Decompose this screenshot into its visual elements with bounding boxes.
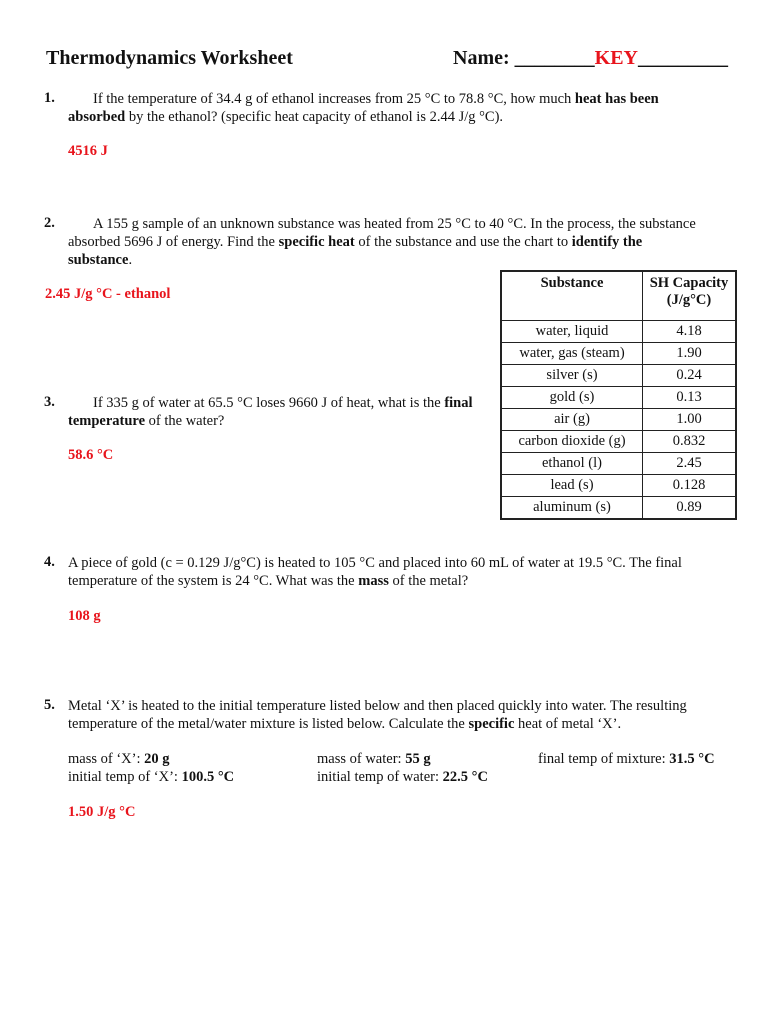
name-prefix: Name: ________ <box>453 47 595 69</box>
worksheet-title: Thermodynamics Worksheet <box>46 47 293 69</box>
q5-init-w-label: initial temp of water: <box>317 769 443 785</box>
table-cell-substance: air (g) <box>501 409 643 431</box>
table-header-row <box>501 271 736 321</box>
q2-bold-c: substance <box>68 252 129 268</box>
q1-text-a: If the temperature of 34.4 g of ethanol increases from 25 °C to 78.8 °C, how much <box>93 91 575 107</box>
name-field <box>453 47 728 70</box>
q1-text <box>68 90 728 126</box>
table-row <box>501 431 736 453</box>
q1-answer: 4516 J <box>68 143 108 159</box>
specific-heat-table <box>500 270 737 520</box>
table-cell-capacity: 0.128 <box>643 475 737 497</box>
table-cell-substance: ethanol (l) <box>501 453 643 475</box>
q5-metal-data <box>68 750 234 786</box>
q5-init-x-value: 100.5 °C <box>181 769 235 785</box>
q5-answer: 1.50 J/g °C <box>68 804 136 820</box>
table-cell-capacity: 0.13 <box>643 387 737 409</box>
q4-text-b: temperature of the system is 24 °C. What was the <box>68 573 359 589</box>
table-cell-substance: carbon dioxide (g) <box>501 431 643 453</box>
q2-answer: 2.45 J/g °C - ethanol <box>45 286 171 302</box>
name-suffix: _________ <box>637 47 728 69</box>
q4-answer: 108 g <box>68 608 101 624</box>
q5-final <box>538 750 715 768</box>
q2-bold-b: identify the <box>571 234 643 250</box>
q5-init-x <box>68 768 234 786</box>
table-cell-capacity: 4.18 <box>643 321 737 343</box>
q5-mass-x-label: mass of ‘X’: <box>68 751 145 767</box>
q2-text <box>68 215 738 269</box>
q5-text-a: Metal ‘X’ is heated to the initial temperature listed below and then placed quickly into water. The resulting <box>68 698 687 714</box>
q3-text-a: If 335 g of water at 65.5 °C loses 9660 J of heat, what is the <box>93 395 445 411</box>
q3-bold-a: final <box>444 395 473 411</box>
q3-text <box>68 394 498 430</box>
q5-mass-x <box>68 750 234 768</box>
table-cell-capacity: 0.89 <box>643 497 737 520</box>
q5-bold-a: specific <box>468 716 515 732</box>
table-row <box>501 365 736 387</box>
table-header-capacity-line2: (J/g°C) <box>666 292 712 308</box>
q2-text-d: . <box>128 252 133 268</box>
table-cell-capacity: 1.90 <box>643 343 737 365</box>
table-cell-substance: lead (s) <box>501 475 643 497</box>
q4-number: 4. <box>44 554 55 570</box>
q1-number: 1. <box>44 90 55 106</box>
table-row <box>501 453 736 475</box>
q5-init-x-label: initial temp of ‘X’: <box>68 769 182 785</box>
q4-text <box>68 554 738 590</box>
table-header-capacity-line1: SH Capacity <box>649 275 729 291</box>
q3-text-b: of the water? <box>145 413 225 429</box>
table-row <box>501 343 736 365</box>
q5-number: 5. <box>44 697 55 713</box>
table-cell-capacity: 1.00 <box>643 409 737 431</box>
q5-final-value: 31.5 °C <box>669 751 715 767</box>
q5-text-c: heat of metal ‘X’. <box>514 716 622 732</box>
answer-key-label: KEY <box>594 47 638 69</box>
q4-text-c: of the metal? <box>388 573 469 589</box>
q1-text-b: by the ethanol? (specific heat capacity of ethanol is 2.44 J/g °C). <box>125 109 504 125</box>
q2-text-b: absorbed 5696 J of energy. Find the <box>68 234 279 250</box>
table-row <box>501 387 736 409</box>
q5-final-data <box>538 750 715 768</box>
table-row <box>501 497 736 520</box>
q5-mass-w-value: 55 g <box>405 751 431 767</box>
table-cell-substance: gold (s) <box>501 387 643 409</box>
q5-text-b: temperature of the metal/water mixture is listed below. Calculate the <box>68 716 469 732</box>
q5-final-label: final temp of mixture: <box>538 751 670 767</box>
table-row <box>501 409 736 431</box>
q1-bold-a: heat has been <box>574 91 659 107</box>
table-cell-capacity: 2.45 <box>643 453 737 475</box>
q5-mass-x-value: 20 g <box>144 751 170 767</box>
table-cell-substance: water, gas (steam) <box>501 343 643 365</box>
q4-text-a: A piece of gold (c = 0.129 J/g°C) is heated to 105 °C and placed into 60 mL of water at 19.5 °C. The final <box>68 555 682 571</box>
table-cell-capacity: 0.24 <box>643 365 737 387</box>
q2-number: 2. <box>44 215 55 231</box>
q1-bold-b: absorbed <box>68 109 126 125</box>
table-cell-substance: silver (s) <box>501 365 643 387</box>
table-header-substance: Substance <box>501 271 643 321</box>
q2-text-a: A 155 g sample of an unknown substance was heated from 25 °C to 40 °C. In the process, the substance <box>93 216 696 232</box>
q5-water-data <box>317 750 488 786</box>
table-cell-capacity: 0.832 <box>643 431 737 453</box>
q3-answer: 58.6 °C <box>68 447 114 463</box>
q5-mass-w <box>317 750 488 768</box>
q4-bold-a: mass <box>358 573 389 589</box>
table-header-capacity <box>643 271 737 321</box>
table-cell-substance: aluminum (s) <box>501 497 643 520</box>
q5-mass-w-label: mass of water: <box>317 751 406 767</box>
q5-init-w <box>317 768 488 786</box>
q5-init-w-value: 22.5 °C <box>442 769 488 785</box>
q3-bold-b: temperature <box>68 413 146 429</box>
q3-number: 3. <box>44 394 55 410</box>
table-row <box>501 475 736 497</box>
table-cell-substance: water, liquid <box>501 321 643 343</box>
q5-text <box>68 697 738 733</box>
q2-bold-a: specific heat <box>278 234 355 250</box>
table-row <box>501 321 736 343</box>
q2-text-c: of the substance and use the chart to <box>354 234 572 250</box>
